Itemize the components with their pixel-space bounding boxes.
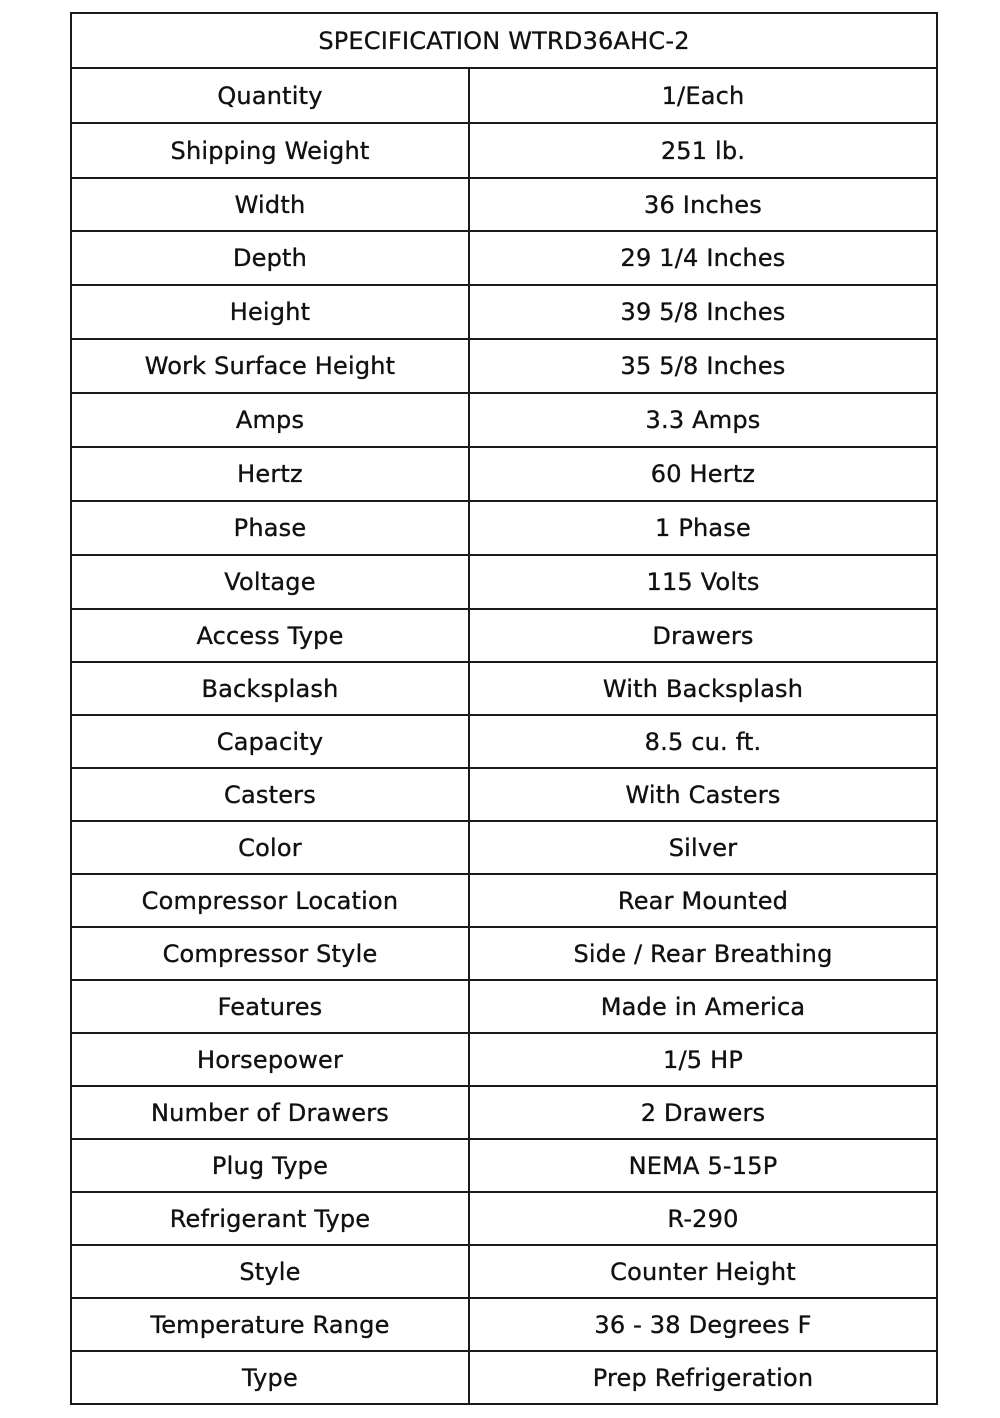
table-row <box>71 1086 937 1139</box>
spec-value: 35 5/8 Inches <box>469 339 937 393</box>
spec-value: 1/Each <box>469 68 937 123</box>
table-header-row <box>71 13 937 68</box>
spec-value: 8.5 cu. ft. <box>469 715 937 768</box>
table-row <box>71 393 937 447</box>
table-title: SPECIFICATION WTRD36AHC-2 <box>71 13 937 68</box>
spec-label: Compressor Location <box>71 874 469 927</box>
table-row <box>71 231 937 285</box>
table-row <box>71 555 937 609</box>
spec-value: With Backsplash <box>469 662 937 715</box>
spec-label: Type <box>71 1351 469 1404</box>
spec-value: 251 lb. <box>469 123 937 178</box>
spec-value: Prep Refrigeration <box>469 1351 937 1404</box>
spec-value: 1/5 HP <box>469 1033 937 1086</box>
spec-label: Style <box>71 1245 469 1298</box>
table-row <box>71 715 937 768</box>
table-row <box>71 662 937 715</box>
table-row <box>71 980 937 1033</box>
table-row <box>71 68 937 123</box>
spec-label: Shipping Weight <box>71 123 469 178</box>
spec-value: Counter Height <box>469 1245 937 1298</box>
table-row <box>71 178 937 231</box>
spec-value: Made in America <box>469 980 937 1033</box>
spec-value: 36 Inches <box>469 178 937 231</box>
spec-label: Depth <box>71 231 469 285</box>
spec-label: Capacity <box>71 715 469 768</box>
table-row <box>71 501 937 555</box>
spec-value: R-290 <box>469 1192 937 1245</box>
spec-label: Height <box>71 285 469 339</box>
spec-value: 29 1/4 Inches <box>469 231 937 285</box>
table-row <box>71 339 937 393</box>
table-row <box>71 927 937 980</box>
table-row <box>71 768 937 821</box>
table-row <box>71 123 937 178</box>
table-row <box>71 285 937 339</box>
table-row <box>71 447 937 501</box>
table-row <box>71 1139 937 1192</box>
table-row <box>71 1351 937 1404</box>
spec-label: Compressor Style <box>71 927 469 980</box>
table-row <box>71 1245 937 1298</box>
spec-label: Temperature Range <box>71 1298 469 1351</box>
spec-value: 36 - 38 Degrees F <box>469 1298 937 1351</box>
spec-value: Silver <box>469 821 937 874</box>
spec-label: Work Surface Height <box>71 339 469 393</box>
spec-value: NEMA 5-15P <box>469 1139 937 1192</box>
spec-value: Drawers <box>469 609 937 662</box>
spec-value: 2 Drawers <box>469 1086 937 1139</box>
spec-label: Horsepower <box>71 1033 469 1086</box>
spec-label: Backsplash <box>71 662 469 715</box>
spec-value: 60 Hertz <box>469 447 937 501</box>
table-row <box>71 1033 937 1086</box>
spec-label: Hertz <box>71 447 469 501</box>
table-row <box>71 1192 937 1245</box>
spec-label: Amps <box>71 393 469 447</box>
table-row <box>71 821 937 874</box>
spec-value: Side / Rear Breathing <box>469 927 937 980</box>
spec-value: Rear Mounted <box>469 874 937 927</box>
spec-value: With Casters <box>469 768 937 821</box>
spec-label: Casters <box>71 768 469 821</box>
spec-value: 115 Volts <box>469 555 937 609</box>
table-row <box>71 1298 937 1351</box>
spec-label: Access Type <box>71 609 469 662</box>
spec-label: Features <box>71 980 469 1033</box>
spec-label: Color <box>71 821 469 874</box>
spec-label: Plug Type <box>71 1139 469 1192</box>
spec-value: 3.3 Amps <box>469 393 937 447</box>
table-row <box>71 874 937 927</box>
table-row <box>71 609 937 662</box>
spec-label: Quantity <box>71 68 469 123</box>
spec-label: Voltage <box>71 555 469 609</box>
spec-rows <box>71 68 937 1404</box>
spec-value: 39 5/8 Inches <box>469 285 937 339</box>
specification-table <box>70 12 938 1405</box>
spec-label: Width <box>71 178 469 231</box>
spec-label: Refrigerant Type <box>71 1192 469 1245</box>
spec-value: 1 Phase <box>469 501 937 555</box>
spec-label: Phase <box>71 501 469 555</box>
spec-label: Number of Drawers <box>71 1086 469 1139</box>
